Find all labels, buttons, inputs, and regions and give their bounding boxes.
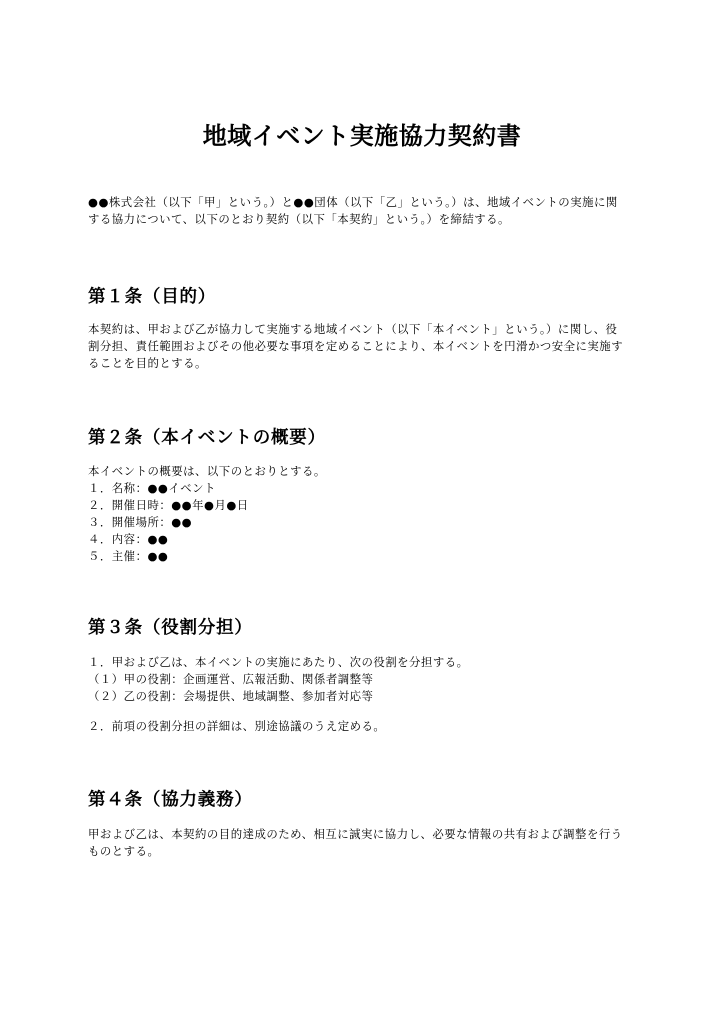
article-3-line: １．甲および乙は、本イベントの実施にあたり、次の役割を分担する。	[88, 655, 469, 669]
article-2-line: 本イベントの概要は、以下のとおりとする。	[88, 464, 326, 478]
article-2-heading: 第２条（本イベントの概要）	[88, 428, 326, 448]
article-4-line: 甲および乙は、本契約の目的達成のため、相互に誠実に協力し、必要な情報の共有および調整を行う	[88, 827, 623, 841]
article-4-body	[88, 826, 640, 860]
article-3-line: （２）乙の役割：会場提供、地域調整、参加者対応等	[88, 689, 374, 703]
article-3-body	[88, 654, 640, 705]
article-3-line: （１）甲の役割：企画運営、広報活動、関係者調整等	[88, 672, 374, 686]
article-4-heading: 第４条（協力義務）	[88, 790, 253, 810]
intro-paragraph	[88, 194, 640, 228]
article-1-line: 本契約は、甲および乙が協力して実施する地域イベント（以下「本イベント」という。）に関し、役	[88, 322, 618, 336]
intro-line: する協力について、以下のとおり契約（以下「本契約」という。）を締結する。	[88, 212, 510, 226]
article-2-list-item: １．名称：●●イベント	[88, 481, 216, 495]
article-2-list-item: ５．主催：●●	[88, 549, 169, 563]
article-2-list-item: ２．開催日時：●●年●月●日	[88, 498, 249, 512]
article-1-line: ることを目的とする。	[88, 356, 207, 370]
article-2-list-item: ４．内容：●●	[88, 532, 169, 546]
document-title: 地域イベント実施協力契約書	[202, 122, 522, 150]
article-2-body	[88, 463, 640, 565]
article-1-line: 割分担、責任範囲およびその他必要な事項を定めることにより、本イベントを円滑かつ安全に実施す	[88, 339, 624, 353]
article-3-heading: 第３条（役割分担）	[88, 618, 253, 638]
article-4-line: ものとする。	[88, 844, 160, 858]
article-3-clause-2: ２．前項の役割分担の詳細は、別途協議のうえ定める。	[88, 719, 386, 733]
article-1-body	[88, 321, 640, 372]
intro-line: ●●株式会社（以下「甲」という。）と●●団体（以下「乙」という。）は、地域イベントの実施に関	[88, 195, 618, 209]
article-2-list-item: ３．開催場所：●●	[88, 515, 193, 529]
article-1-heading: 第１条（目的）	[88, 287, 217, 307]
